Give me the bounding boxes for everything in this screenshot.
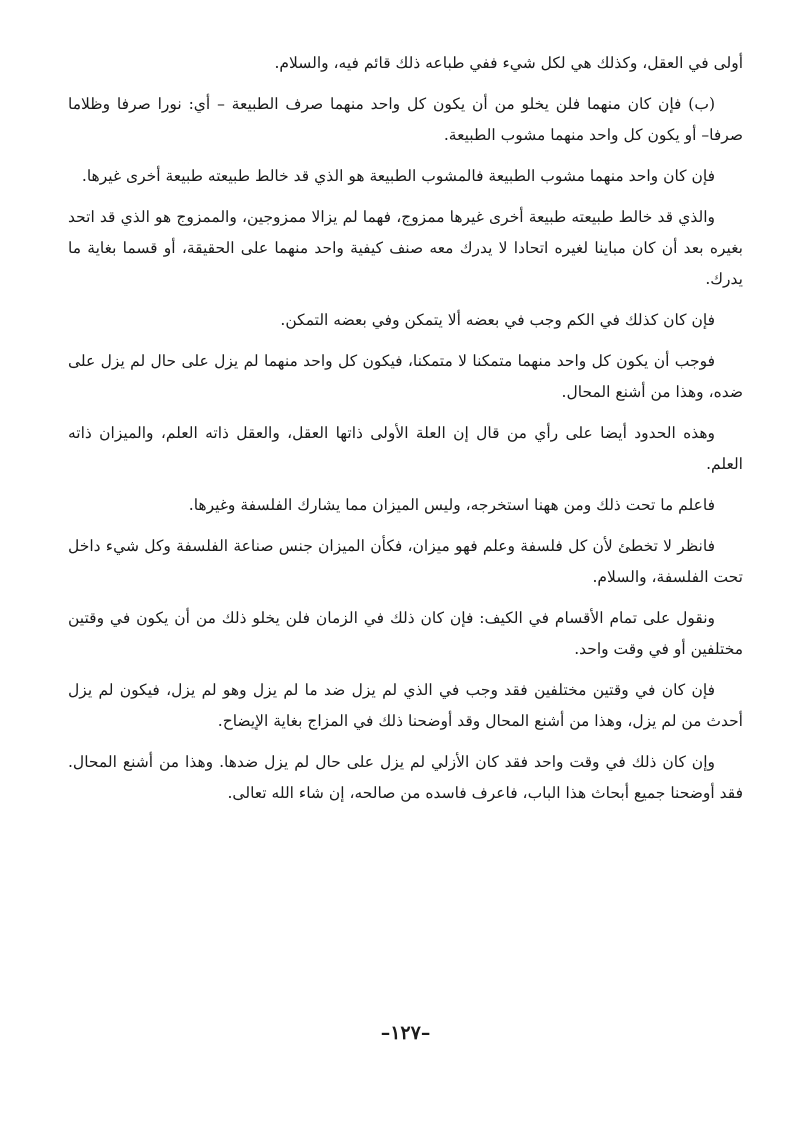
paragraph-balance: فانظر لا تخطئ لأن كل فلسفة وعلم فهو ميزان، فكأن الميزان جنس صناعة الفلسفة وكل شيء داخل تحت الفلسفة، والسلام. xyxy=(68,537,743,586)
paragraph-mixed-definition: والذي قد خالط طبيعته طبيعة أخرى غيرها ممزوج، فهما لم يزالا ممزوجين، والممزوج هو الذي قد اتحد بغيره بعد أن كان مباينا لغيره اتحادا لا يدرك معه صنف كيفية واحد منهما على الحقيقة، أو قسما بغاية ما يدرك. xyxy=(68,208,743,288)
paragraph-b-options: (ب) فإن كان منهما فلن يخلو من أن يكون كل واحد منهما صرف الطبيعة – أي: نورا صرفا وظلاما صرفا– أو يكون كل واحد منهما مشوب الطبيعة. xyxy=(68,95,743,144)
paragraph-quantity: فإن كان كذلك في الكم وجب في بعضه ألا يتمكن وفي بعضه التمكن. xyxy=(280,311,715,329)
paragraph-mixed-nature: فإن كان واحد منهما مشوب الطبيعة فالمشوب الطبيعة هو الذي قد خالط طبيعته طبيعة أخرى غيرها. xyxy=(81,167,715,185)
paragraph-definitions: وهذه الحدود أيضا على رأي من قال إن العلة الأولى ذاتها العقل، والعقل ذاته العلم، والميزان ذاته العلم. xyxy=(68,424,743,473)
paragraph-know: فاعلم ما تحت ذلك ومن ههنا استخرجه، وليس الميزان مما يشارك الفلسفة وغيرها. xyxy=(188,496,715,514)
paragraph-quality-time: ونقول على تمام الأقسام في الكيف: فإن كان ذلك في الزمان فلن يخلو ذلك من أن يكون في وقتين مختلفين أو في وقت واحد. xyxy=(68,609,743,658)
paragraph-contradiction: فوجب أن يكون كل واحد منهما متمكنا لا متمكنا، فيكون كل واحد منهما لم يزل على حال لم يزل على ضده، وهذا من أشنع المحال. xyxy=(68,352,743,401)
paragraph-one-time: وإن كان ذلك في وقت واحد فقد كان الأزلي لم يزل على حال لم يزل ضدها. وهذا من أشنع المحال. فقد أوضحنا جميع أبحاث هذا الباب، فاعرف فاسده من صالحه، إن شاء الله تعالى. xyxy=(68,753,743,802)
paragraph-continuation: أولى في العقل، وكذلك هي لكل شيء ففي طباعه ذلك قائم فيه، والسلام. xyxy=(274,54,743,72)
page-body xyxy=(68,48,743,819)
page-number: –١٢٧– xyxy=(380,1022,431,1044)
paragraph-two-times: فإن كان في وقتين مختلفين فقد وجب في الذي لم يزل ضد ما لم يزل وهو لم يزل، فيكون لم يزل أحدث من لم يزل، وهذا من أشنع المحال وقد أوضحنا ذلك في المزاج بغاية الإيضاح. xyxy=(68,681,743,730)
